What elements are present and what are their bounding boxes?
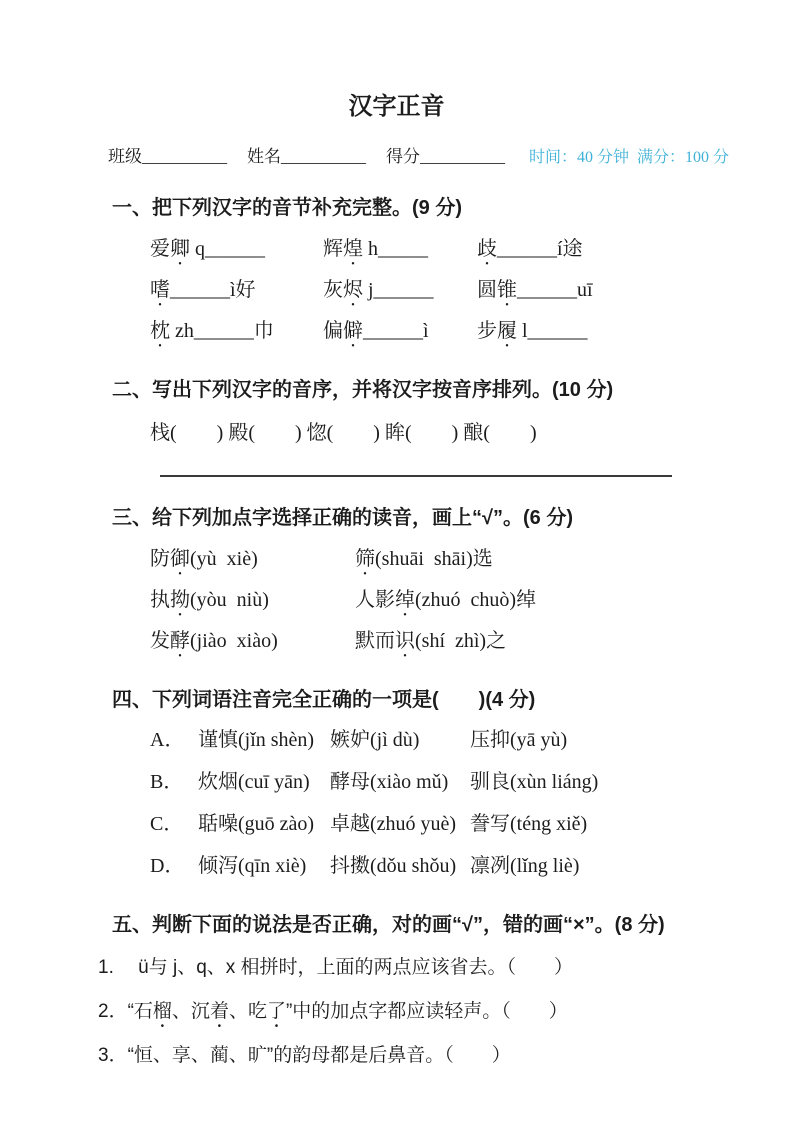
- worksheet-row: [0, 536, 793, 577]
- section-5-heading: 五、判断下面的说法是否正确，对的画“√”，错的画“×”。(8 分): [112, 914, 665, 936]
- dotted-char: 了 •: [267, 996, 286, 1023]
- page-title: 汉字正音: [348, 93, 445, 120]
- option-label: D．: [150, 854, 185, 877]
- dotted-char: 枕: [150, 320, 170, 342]
- judgment-item: 2．“石 榴 • 、沉 着 • 、吃 了 • ”中的加点字都应读轻声。（ ）: [0, 987, 793, 1031]
- dotted-char: 卿: [170, 238, 190, 260]
- dotted-char: 歧: [477, 238, 497, 260]
- dotted-char: 筛: [355, 548, 375, 570]
- option-word: 凛冽(lǐng liè): [470, 854, 580, 877]
- option-word: 驯良(xùn liáng): [470, 770, 599, 793]
- dotted-char: 榴 •: [153, 996, 172, 1023]
- worksheet-cell: 步履 l______: [477, 314, 793, 343]
- worksheet-cell: 人影绰(zhuó chuò)绰: [355, 583, 793, 612]
- option-row: [0, 842, 793, 884]
- worksheet-cell: 防御(yù xiè): [150, 542, 355, 571]
- option-word: 抖擞(dǒu shǒu): [330, 854, 457, 877]
- header-fill-in-row: [108, 142, 793, 167]
- dotted-char: 绰: [395, 589, 415, 611]
- answer-line: [160, 475, 672, 477]
- judgment-item: 1. ü与 j、q、x 相拼时，上面的两点应该省去。（ ）: [98, 956, 574, 978]
- worksheet-cell: 嗜______ì好: [150, 273, 323, 302]
- option-word: 谨慎(jǐn shèn): [198, 728, 315, 751]
- option-word: 炊烟(cuī yān): [198, 770, 310, 793]
- section-3-rows: [0, 536, 793, 659]
- worksheet-cell: 偏僻______ì: [323, 314, 477, 343]
- worksheet-row: [0, 577, 793, 618]
- dotted-char: 嗜: [150, 279, 170, 301]
- worksheet-row: [0, 226, 793, 267]
- dotted-char: 酵: [170, 630, 190, 652]
- score-field: 得分__________: [386, 147, 505, 166]
- class-field: 班级__________: [108, 147, 227, 166]
- option-word: 聒噪(guō zào): [198, 812, 315, 835]
- dotted-char: 烬: [343, 279, 363, 301]
- section-3-heading: 三、给下列加点字选择正确的读音，画上“√”。(6 分): [112, 507, 573, 529]
- worksheet-cell: 发酵(jiào xiào): [150, 624, 355, 653]
- option-row: [0, 800, 793, 842]
- section-4-heading: 四、下列词语注音完全正确的一项是( )(4 分): [112, 689, 536, 711]
- time-score-info: 时间：40 分钟 满分：100 分: [529, 149, 730, 166]
- option-row: [0, 716, 793, 758]
- section-2-heading: 二、写出下列汉字的音序，并将汉字按音序排列。(10 分): [112, 379, 614, 401]
- dotted-char: 拗: [170, 589, 190, 611]
- judgment-item: 3．“恒、享、蔺、旷”的韵母都是后鼻音。（ ）: [98, 1044, 511, 1066]
- section-2-characters: 栈( ) 殿( ) 惚( ) 眸( ) 酿( ): [150, 422, 537, 444]
- worksheet-cell: 辉煌 h_____: [323, 232, 477, 261]
- option-word: 压抑(yā yù): [470, 728, 568, 751]
- option-label: A．: [150, 728, 185, 751]
- option-word: 誊写(téng xiě): [470, 812, 588, 835]
- dotted-char: 履: [497, 320, 517, 342]
- dotted-char: 锥: [497, 279, 517, 301]
- option-row: [0, 758, 793, 800]
- worksheet-cell: 默而识(shí zhì)之: [355, 624, 793, 653]
- worksheet-cell: 灰烬 j______: [323, 273, 477, 302]
- section-4-options: [0, 716, 793, 884]
- section-5-items: [0, 943, 793, 1075]
- option-word: 嫉妒(jì dù): [330, 728, 420, 751]
- worksheet-row: [0, 618, 793, 659]
- option-label: C．: [150, 812, 184, 835]
- option-word: 卓越(zhuó yuè): [330, 812, 457, 835]
- worksheet-cell: 筛(shuāi shāi)选: [355, 542, 793, 571]
- worksheet-row: [0, 308, 793, 349]
- worksheet-cell: 执拗(yòu niù): [150, 583, 355, 612]
- worksheet-cell: 爱卿 q______: [150, 232, 323, 261]
- name-field: 姓名__________: [247, 147, 366, 166]
- worksheet-cell: 歧______í途: [477, 232, 793, 261]
- section-1-rows: [0, 226, 793, 349]
- option-word: 倾泻(qīn xiè): [198, 854, 307, 877]
- dotted-char: 御: [170, 548, 190, 570]
- worksheet-cell: 枕 zh______巾: [150, 314, 323, 343]
- worksheet-row: [0, 267, 793, 308]
- section-1-heading: 一、把下列汉字的音节补充完整。(9 分): [112, 197, 462, 219]
- worksheet-cell: 圆锥______uī: [477, 273, 793, 302]
- option-label: B．: [150, 770, 184, 793]
- dotted-char: 识: [395, 630, 415, 652]
- dotted-char: 僻: [343, 320, 363, 342]
- dotted-char: 煌: [343, 238, 363, 260]
- option-word: 酵母(xiào mǔ): [330, 770, 449, 793]
- dotted-char: 着 •: [210, 996, 229, 1023]
